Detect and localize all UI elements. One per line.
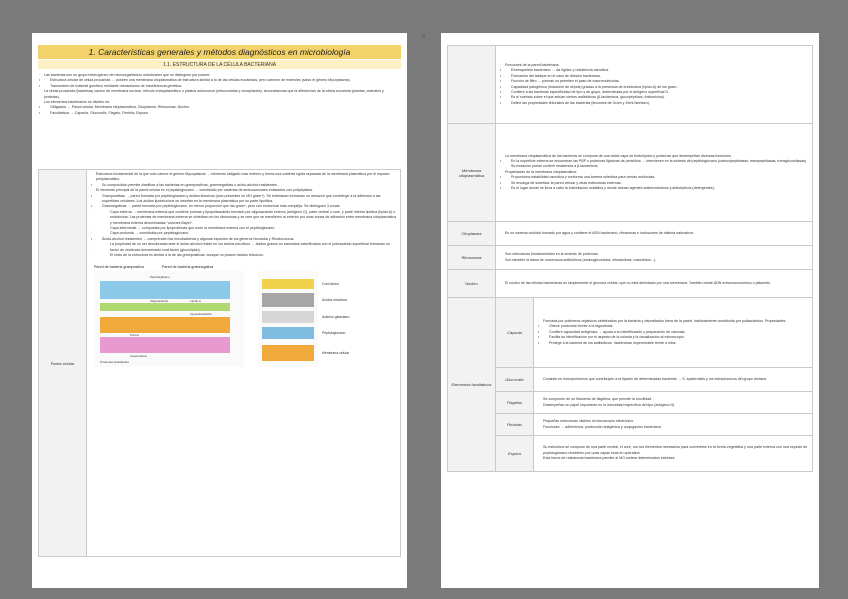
pared-item: · La propiedad de no ser decoloradas ante el ácido-alcohol reside en los ácidos micólicos → ácidos grasos no saturados esterificados con el polisacárido superficial formando un factor de virulencia denominado cord-factor (glucolípido). [90,242,397,253]
label-peptidoglucano: Peptidoglucano [322,330,346,335]
mycolic-acid-layer [262,293,314,307]
membrana-item: • Es el lugar donde se lleva a cabo la fosforilación oxidativa y donde actúan agentes antimicrobianos y antisépticos (detergentes). [499,186,809,191]
capsula-item: • Protege a la bacteria de los antibióticos, haciéndose impermeable frente a ellos. [537,341,809,346]
label-arabino-galactano: Arabino galactano [322,314,350,319]
phospholipid-layer [100,317,230,333]
capsula-item: • Ofrece protección frente a la fagocitosis. [537,324,809,329]
row-label-membrana: Membrana citoplasmática [448,124,496,222]
ribosomas-item: · Son también la diana de numerosos antibióticos (aminoglucósidos, tetraciclinas, macrólidos...). [499,258,809,263]
membrana-item: · La membrana citoplasmática de las bacterias se compone de una doble capa de fosfolípidos y proteínas que desempeñan diversas funciones. [499,154,809,159]
nucleo-item: · El núcleo de las células bacterianas es simplemente el genoma celular, que no está delimitado por una membrana. También existe ADN extracromosómico o plásmido. [499,281,809,286]
funciones-item: • Capacidad patogénica (inducción de sepsis) gracias a la presencia de endotoxina (lípido A) de los gram-. [499,85,809,90]
intro-item: • Facultativos → Cápsula, Glucocálix, Flagelo, Fimbria, Espora. [38,111,399,116]
flagelos-item: · Se componen de un filamento de flagelina, que permite la movilidad. [537,397,809,402]
intro-item: • Obligados → Pared celular, Membrana citoplasmática, Citoplasma, Ribosomas, Núcleo. [38,105,399,110]
label-membrana-celular: Membrana celular [322,350,350,355]
label-lipido-a: Lípido A [190,298,201,303]
elements-table [447,45,813,472]
pared-item: • Ácido-alcohol resistentes → comprenden las micobacterias y algunas especies de los géneros Nocardia y Rhodococcus. [90,237,397,242]
sub-label-flagelos: Flagelos [496,392,534,414]
pared-label: Pared celular [39,170,87,557]
row-label-facultativos: Elementos facultativos [448,298,496,472]
left-page [32,33,407,588]
capsula-item: • Facilita su identificación por el aspecto de la colonia y la visualización al microscopio. [537,335,809,340]
pared-table [38,169,401,557]
sub-label-fimbrias: Fimbrias [496,414,534,436]
label-lipoproteina: Lipoproteína [130,353,147,358]
funciones-item: • Función de filtro → porinas no permiten el paso de macromoléculas. [499,79,809,84]
intro-item: • Estructura celular de célula procariota → poseen una membrana citoplasmática de estructura similar a la de las células eucariotas, pero carecen de esteroles (salvo el género Mycoplasma). [38,78,399,83]
pared-list [90,172,397,259]
label-lipopolisacarido: Lipopolisacárido [190,311,212,316]
funciones-item: • Define las propiedades tintoriales de las bacterias (tinciones de Gram y Ziehl-Neelsen). [499,101,809,106]
sub-label-capsula: Cápsula [496,298,534,368]
arabinogalactan-layer [262,311,314,323]
label-proteinas: Proteínas fosfolípidos [100,359,129,364]
pared-item: · El elemento principal de la pared celular es el peptidoglucano → constituido por cadenas de aminoazúcares enlazados con polipéptidos. [90,188,397,193]
peptidoglucano-layer [262,327,314,339]
pared-item: • Grampositivas → pared formada por peptidoglucano y ácidos teicoicos (solo presentes en MO gram+). Se entrelazan formando un armazón que contribuye a la adhesión a las superficies celulares. Los ácidos lipoteicoicos se insertan en la membrana plasmática por su parte lipofílica. [90,194,397,205]
membrana-list [499,154,809,192]
cell-membrane-layer [262,345,314,361]
sub-label-espora: Espora [496,436,534,472]
intro-list [38,73,399,116]
outer-membrane-layer [100,303,230,311]
espora-item: · Su estructura se compone de una parte central, el core, con los elementos necesarios para convertirse en la forma vegetativa y una parte externa con una especie de peptidoglucano recubierto por unas capas ricas en queratina. [537,445,809,456]
funciones-item: • Formación del tabique en el caso de división bacteriana. [499,74,809,79]
row-label [448,46,496,124]
citoplasma-item: · Es un sistema coloidal formado por agua y contiene el ADN bacteriano, ribosomas e inclusiones de distinta naturaleza. [499,231,809,236]
glucocalix-item: · Consiste en homopolímeros que contribuyen a la fijación de determinadas bacterias → S. epidermidis y los estreptococos del grupo viridans. [537,377,809,382]
row-label-citoplasma: Citoplasma [448,222,496,246]
pared-item: • Su composición permite clasificar a las bacterias en grampositivas, gramnegativas o ácido-alcohol resistentes. [90,183,397,188]
fimbrias-item: · Funciones → adherencia, producción antigénica y conjugación bacteriana. [537,425,809,430]
intro-item: · Las bacterias son un grupo heterogéneo de microorganismos unicelulares que se distinguen por poseer: [38,73,399,78]
label-cord-factor: Cord-factor [322,281,339,286]
funciones-item: • Confiere a las bacterias especificidad de tipo y de grupo, determinada por el antígeno superficial O. [499,90,809,95]
label-porina: Porina [130,332,139,337]
right-page [441,33,819,588]
sub-label-glucocalix: Glucocálix [496,368,534,392]
pared-item: · Estructura fundamental de la que solo carece el género Mycoplasma → elemento obligado más externo y forma una cubierta rígida separada de la membrana plasmática por el espacio periplasmático. [90,172,397,183]
pared-item: • Gramnegativas → pared formada por peptidoglucano, en menor proporción que las gram+, pero con estructura más compleja. Se distinguen 3 zonas: [90,204,397,209]
row-label-ribosomas: Ribosomas [448,246,496,270]
fimbrias-item: · Pequeñas estructuras visibles al microscopio electrónico. [537,419,809,424]
membrana-item: • Proporciona estabilidad osmótica y conforma una barrera selectiva para ciertas moléculas. [499,175,809,180]
pared-item: · El resto de la estructura es similar a la de las grampositivas, aunque no poseen ácidos teicoicos. [90,253,397,258]
section-subtitle: 1.1. ESTRUCTURA DE LA CÉLULA BACTERIANA [38,60,401,69]
membrana-item: • Se encarga de sintetizar la pared celular y otras estructuras externas. [499,181,809,186]
flagelos-item: · Desempeñan un papel importante en la inmunidad específica del tipo (antígeno H). [537,403,809,408]
funciones-list [499,63,809,106]
intro-item: · La célula procariota (bacterias) carece de membrana nuclear, retículo endoplasmático o plastos autónomos (mitocondrias y cloroplastos), circunstancias que la diferencian de la célula eucariota (plantas, animales y protistas). [38,89,399,100]
espora-item: · Esta forma de resistencia bacteriana permite al MO sortear determinados estreses. [537,456,809,461]
label-oligosacarido: Oligosacárido [150,298,169,303]
cell-wall-figure [90,263,390,371]
capsula-item: • Confiere capacidad antigénica → ayuda a su identificación y preparación de vacunas. [537,330,809,335]
inner-membrane-layer [100,337,230,353]
capsula-item: · Formada por polímeros orgánicos sintetizados por la bacteria y depositados fuera de la pared, habitualmente constituida por polisacáridos. Propiedades: [537,319,809,324]
page-marker: P [422,34,426,40]
ribosomas-item: · Son estructuras fundamentales en la síntesis de proteínas. [499,252,809,257]
label-grampositiva: Pared de bacteria grampositiva [94,264,144,269]
label-peptidoglicano: Peptidoglicano [150,274,170,279]
intro-item: • Transmisión de material genético mediante mecanismos de transferencia genética. [38,84,399,89]
row-label-nucleo: Núcleo [448,270,496,298]
page-title: 1. Características generales y métodos diagnósticos en microbiología [38,45,401,59]
peptidoglycan-layer [100,281,230,299]
membrana-item: • En la superficie externa se encuentran las PBP o proteínas fijadoras de penicilina → intervienen en la síntesis del peptidoglucano (carboxipeptidasas, transpeptidasas, transglucosilasas). Su mutación puede conferir resistencia a β-lactámicos. [499,159,809,170]
pared-item: · Capa profunda → constituida por peptidoglucano. [90,231,397,236]
cord-factor-layer [262,279,314,289]
label-acidos-micolicos: Ácidos micólicos [322,297,348,302]
funciones-item: • Exoesqueleto bacteriano → da rigidez y resistencia osmótica. [499,68,809,73]
funciones-item: · Funciones de la pared bacteriana: [499,63,809,68]
pared-item: · Capa intermedia → compuesta por lipoproteínas que unen la membrana externa con el peptidoglucano. [90,226,397,231]
intro-item: · Los elementos bacterianos se dividen en: [38,100,399,105]
label-gramnegativa: Pared de bacteria gramnegativa [162,264,214,269]
funciones-item: • Es el sustrato sobre el que actúan ciertos antibióticos (β-lactámicos, glucopéptidos, fosfomicina). [499,95,809,100]
pared-item: · Capa externa → membrana externa que contiene porinas y lipopolisacárido formado por oligosacárido externo (antígeno O), parte central o core, y parte interna lipídica (lípido A) o endotoxina. Las proteínas de membrana externa se sintetizan en los ribosomas y se cree que se transfieren al exterior por unas zonas de adhesión entre membrana citoplasmática y membrana externa denominadas "uniones Bayer". [90,210,397,226]
membrana-item: · Propiedades de la membrana citoplasmática: [499,170,809,175]
